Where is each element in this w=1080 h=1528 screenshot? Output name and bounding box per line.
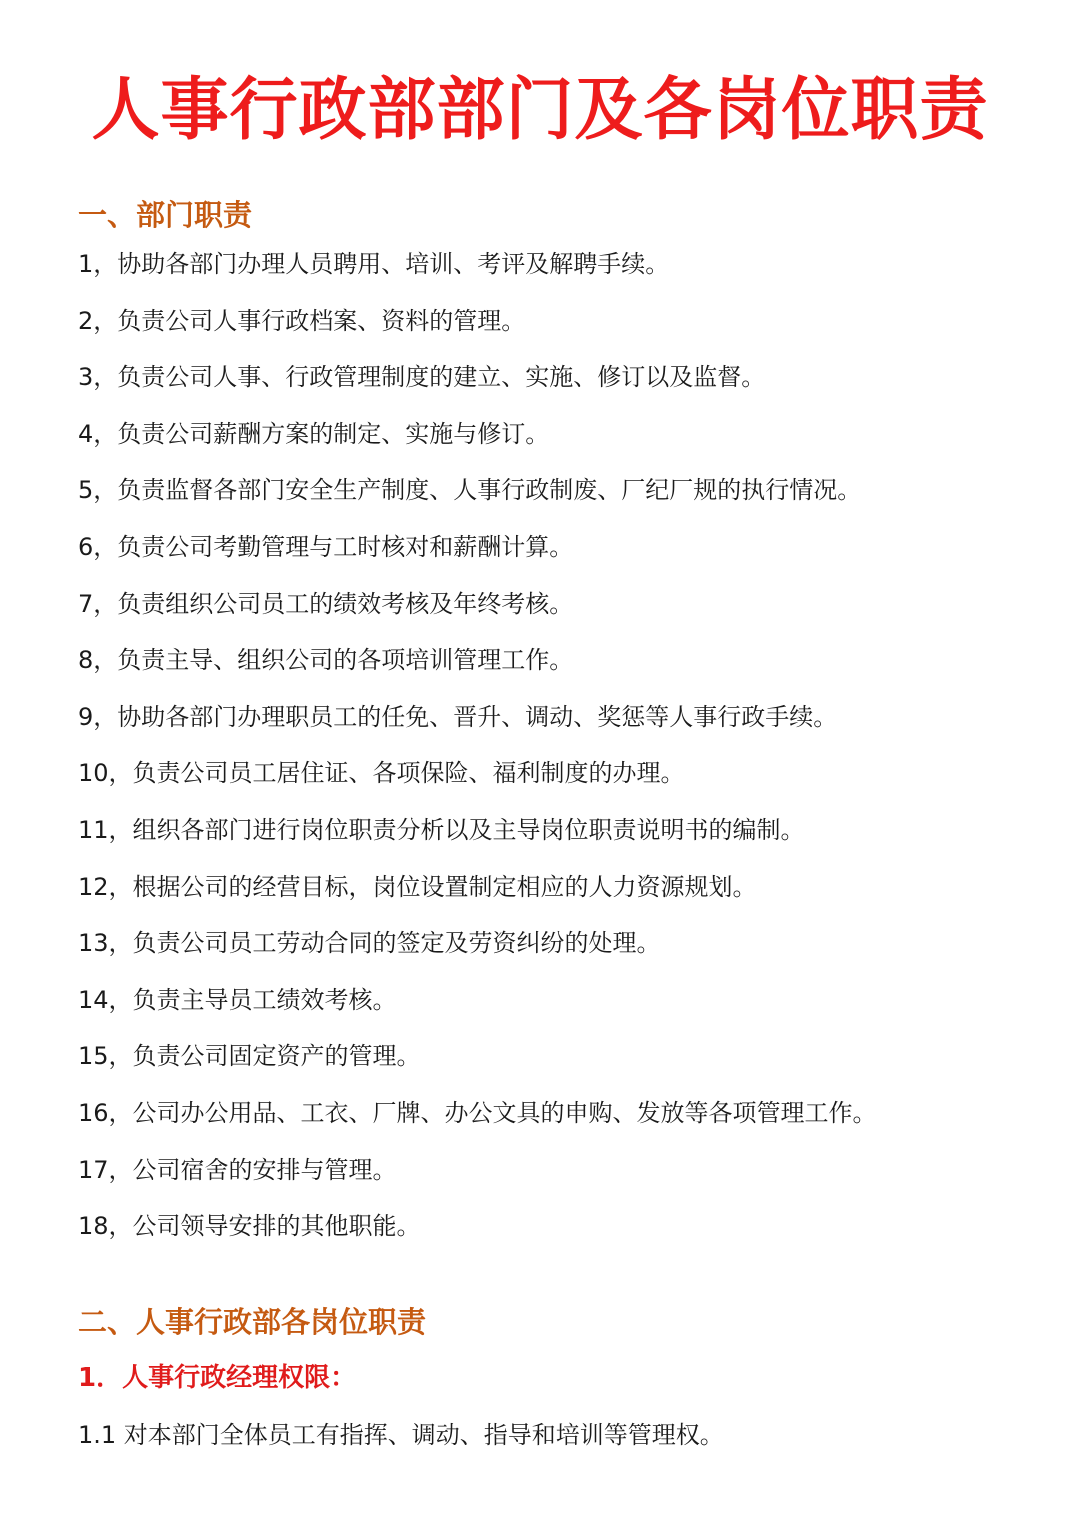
subheading-hr-manager-authority: 1．人事行政经理权限： [78,1363,357,1393]
paragraph-authority-1-1: 1.1 对本部门全体员工有指挥、调动、指导和培训等管理权。 [78,1421,724,1449]
list-item: 18，公司领导安排的其他职能。 [78,1212,421,1241]
list-item: 1，协助各部门办理人员聘用、培训、考评及解聘手续。 [78,250,670,278]
section-heading-position-duties: 二、人事行政部各岗位职责 [78,1305,427,1339]
list-item: 9，协助各部门办理职员工的任免、晋升、调动、奖惩等人事行政手续。 [78,702,838,731]
list-item: 13，负责公司员工劳动合同的签定及劳资纠纷的处理。 [78,929,661,958]
list-item: 12，根据公司的经营目标，岗位设置制定相应的人力资源规划。 [78,872,757,901]
page-title: 人事行政部部门及各岗位职责 [91,71,989,150]
list-item: 8，负责主导、组织公司的各项培训管理工作。 [78,646,574,675]
list-item: 14，负责主导员工绩效考核。 [78,985,397,1014]
list-item: 7，负责组织公司员工的绩效考核及年终考核。 [78,589,574,618]
list-item: 17，公司宿舍的安排与管理。 [78,1155,397,1184]
list-item: 2，负责公司人事行政档案、资料的管理。 [78,306,526,335]
list-item: 10，负责公司员工居住证、各项保险、福利制度的办理。 [78,759,685,788]
list-item: 16，公司办公用品、工衣、厂牌、办公文具的申购、发放等各项管理工作。 [78,1098,877,1127]
list-item: 6，负责公司考勤管理与工时核对和薪酬计算。 [78,532,574,561]
list-item: 11，组织各部门进行岗位职责分析以及主导岗位职责说明书的编制。 [78,815,805,844]
list-item: 5，负责监督各部门安全生产制度、人事行政制废、厂纪厂规的执行情况。 [78,476,862,505]
list-item: 15，负责公司固定资产的管理。 [78,1042,421,1071]
list-item: 3，负责公司人事、行政管理制度的建立、实施、修订以及监督。 [78,363,766,392]
section-heading-department-duties: 一、部门职责 [78,198,253,232]
list-item: 4，负责公司薪酬方案的制定、实施与修订。 [78,419,550,448]
department-duties-list [78,244,1038,1263]
